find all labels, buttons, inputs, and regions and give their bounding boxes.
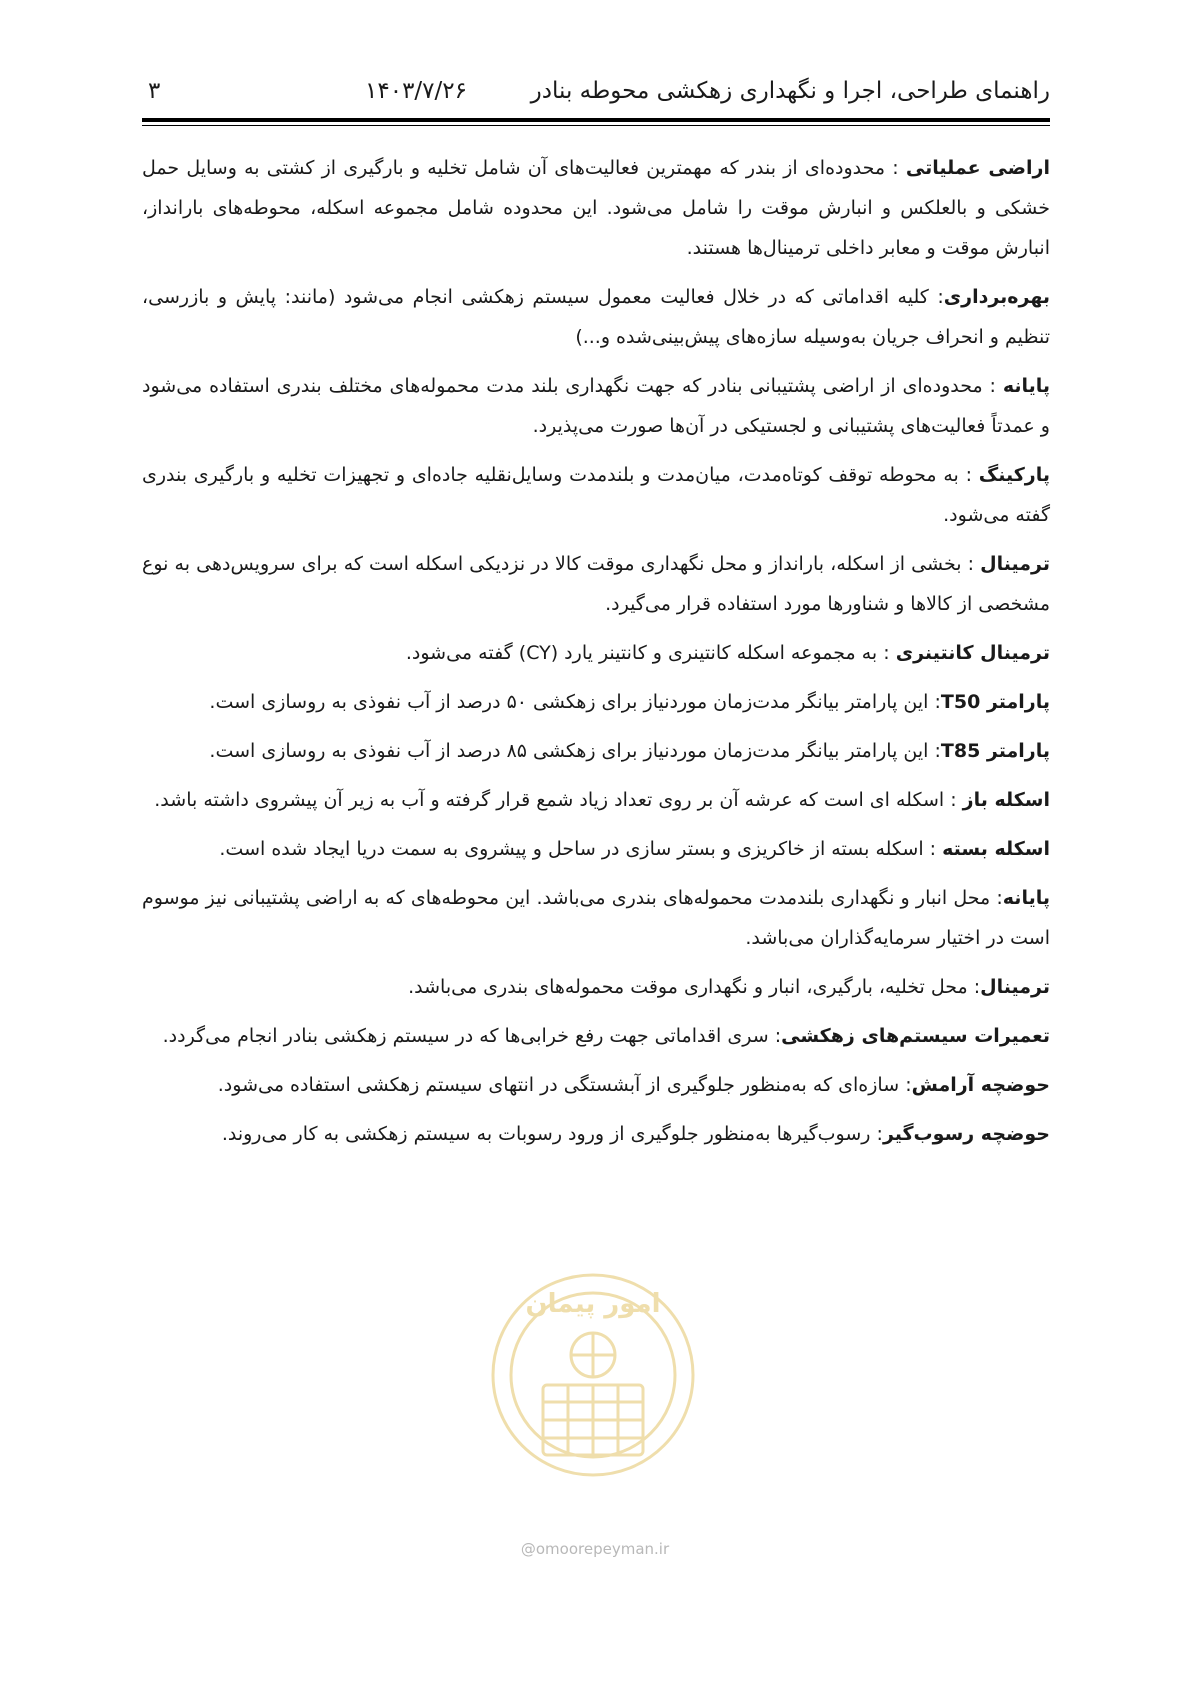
glossary-definition: رسوب‌گیرها به‌منظور جلوگیری از ورود رسوبات به سیستم زهکشی به کار می‌روند.: [221, 1123, 871, 1145]
term-separator: :: [928, 286, 944, 308]
glossary-entry: [142, 544, 1050, 624]
glossary-term: ترمینال کانتینری: [895, 642, 1050, 664]
glossary-entry: [142, 1065, 1050, 1105]
watermark-logo-text: امور پیمان: [525, 1289, 661, 1319]
glossary-definition: این پارامتر بیانگر مدت‌زمان موردنیاز برای زهکشی ۸۵ درصد از آب نفوذی به روسازی است.: [209, 740, 929, 762]
document-date: ۱۴۰۳/۷/۲۶: [365, 78, 467, 104]
glossary-term: اسکله باز: [962, 789, 1050, 811]
term-separator: :: [923, 838, 943, 860]
glossary-term: پارامتر T85: [940, 740, 1050, 762]
glossary-definition: اسکله بسته از خاکریزی و بستر سازی در ساحل و پیشروی به سمت دریا ایجاد شده است.: [219, 838, 924, 860]
term-separator: :: [885, 157, 906, 179]
page-header: [142, 70, 1050, 120]
glossary-entry: [142, 780, 1050, 820]
page-number: ۳: [148, 78, 161, 104]
term-separator: :: [768, 1025, 782, 1047]
term-separator: :: [958, 464, 979, 486]
glossary-term: پارامتر T50: [940, 691, 1050, 713]
glossary-entry: [142, 1114, 1050, 1154]
glossary-body: [142, 148, 1050, 1163]
glossary-definition: اسکله ای است که عرشه آن بر روی تعداد زیاد شمع قرار گرفته و آب به زیر آن پیشروی داشته باشد.: [154, 789, 945, 811]
term-separator: :: [982, 375, 1003, 397]
glossary-definition: این پارامتر بیانگر مدت‌زمان موردنیاز برای زهکشی ۵۰ درصد از آب نفوذی به روسازی است.: [209, 691, 929, 713]
glossary-entry: [142, 148, 1050, 268]
glossary-definition: بخشی از اسکله، بارانداز و محل نگهداری موقت کالا در نزدیکی اسکله است که برای سرویس‌دهی به نوع مشخصی از کالاها و شناورها مورد استفاده قرار می‌گیرد.: [142, 553, 1050, 615]
header-rule-thin: [142, 125, 1050, 126]
glossary-entry: [142, 682, 1050, 722]
term-separator: :: [990, 887, 1003, 909]
watermark-url: @omoorepeyman.ir: [520, 1540, 670, 1558]
glossary-entry: [142, 829, 1050, 869]
term-separator: :: [877, 642, 896, 664]
term-separator: :: [967, 976, 981, 998]
glossary-entry: [142, 967, 1050, 1007]
glossary-definition: به محوطه توقف کوتاه‌مدت، میان‌مدت و بلندمدت وسایل‌نقلیه جاده‌ای و تجهیزات تخلیه و بارگیری بندری گفته می‌شود.: [142, 464, 1050, 526]
term-separator: :: [928, 740, 941, 762]
glossary-definition: محل انبار و نگهداری بلندمدت محموله‌های بندری می‌باشد. این محوطه‌های که به اراضی پشتیبانی نیز موسوم است در اختیار سرمایه‌گذاران می‌باشد.: [142, 887, 1050, 949]
glossary-entry: [142, 1016, 1050, 1056]
document-title: راهنمای طراحی، اجرا و نگهداری زهکشی محوطه بنادر: [530, 78, 1050, 104]
glossary-term: پارکینگ: [978, 464, 1051, 486]
term-separator: :: [961, 553, 981, 575]
term-separator: :: [870, 1123, 883, 1145]
glossary-entry: [142, 455, 1050, 535]
watermark-logo: [478, 1250, 708, 1520]
term-separator: :: [928, 691, 941, 713]
glossary-definition: سری اقداماتی جهت رفع خرابی‌ها که در سیستم زهکشی بنادر انجام می‌گردد.: [162, 1025, 769, 1047]
glossary-definition: محدوده‌ای از اراضی پشتیبانی بنادر که جهت نگهداری بلند مدت محموله‌های مختلف بندری استفاده می‌شود و عمدتاً فعالیت‌های پشتیبانی و لجستیکی در آن‌ها صورت می‌پذیرد.: [142, 375, 1050, 437]
glossary-entry: [142, 633, 1050, 673]
glossary-entry: [142, 731, 1050, 771]
glossary-term: حوضچه رسوب‌گیر: [882, 1123, 1050, 1145]
glossary-definition: محدوده‌ای از بندر که مهمترین فعالیت‌های آن شامل تخلیه و بارگیری از کشتی به وسایل حمل خشکی و بالعلکس و انبارش موقت را شامل می‌شود. این محدوده شامل مجموعه اسکله، محوطه‌های بارانداز، انبارش موقت و معابر داخلی ترمینال‌ها هستند.: [142, 157, 1050, 259]
glossary-term: پایانه: [1002, 887, 1050, 909]
term-separator: :: [944, 789, 963, 811]
glossary-term: ترمینال: [980, 553, 1051, 575]
glossary-definition: سازه‌ای که به‌منظور جلوگیری از آبشستگی در انتهای سیستم زهکشی استفاده می‌شود.: [217, 1074, 900, 1096]
glossary-entry: [142, 878, 1050, 958]
glossary-term: ترمینال: [980, 976, 1050, 998]
glossary-definition: کلیه اقداماتی که در خلال فعالیت معمول سیستم زهکشی انجام می‌شود (مانند: پایش و بازرسی، تنظیم و انحراف جریان به‌وسیله سازه‌های پیش‌بینی‌شده و...): [142, 286, 1050, 348]
glossary-entry: [142, 366, 1050, 446]
glossary-term: تعمیرات سیستم‌های زهکشی: [781, 1025, 1050, 1047]
glossary-term: پایانه: [1002, 375, 1051, 397]
header-rule-thick: [142, 118, 1050, 122]
glossary-definition: به مجموعه اسکله کانتینری و کانتینر یارد (CY) گفته می‌شود.: [405, 642, 878, 664]
glossary-entry: [142, 277, 1050, 357]
glossary-term: حوضچه آرامش: [911, 1074, 1050, 1096]
term-separator: :: [899, 1074, 912, 1096]
glossary-term: اراضی عملیاتی: [905, 157, 1050, 179]
glossary-term: بهره‌برداری: [943, 286, 1050, 308]
glossary-term: اسکله بسته: [942, 838, 1050, 860]
glossary-definition: محل تخلیه، بارگیری، انبار و نگهداری موقت محموله‌های بندری می‌باشد.: [408, 976, 968, 998]
